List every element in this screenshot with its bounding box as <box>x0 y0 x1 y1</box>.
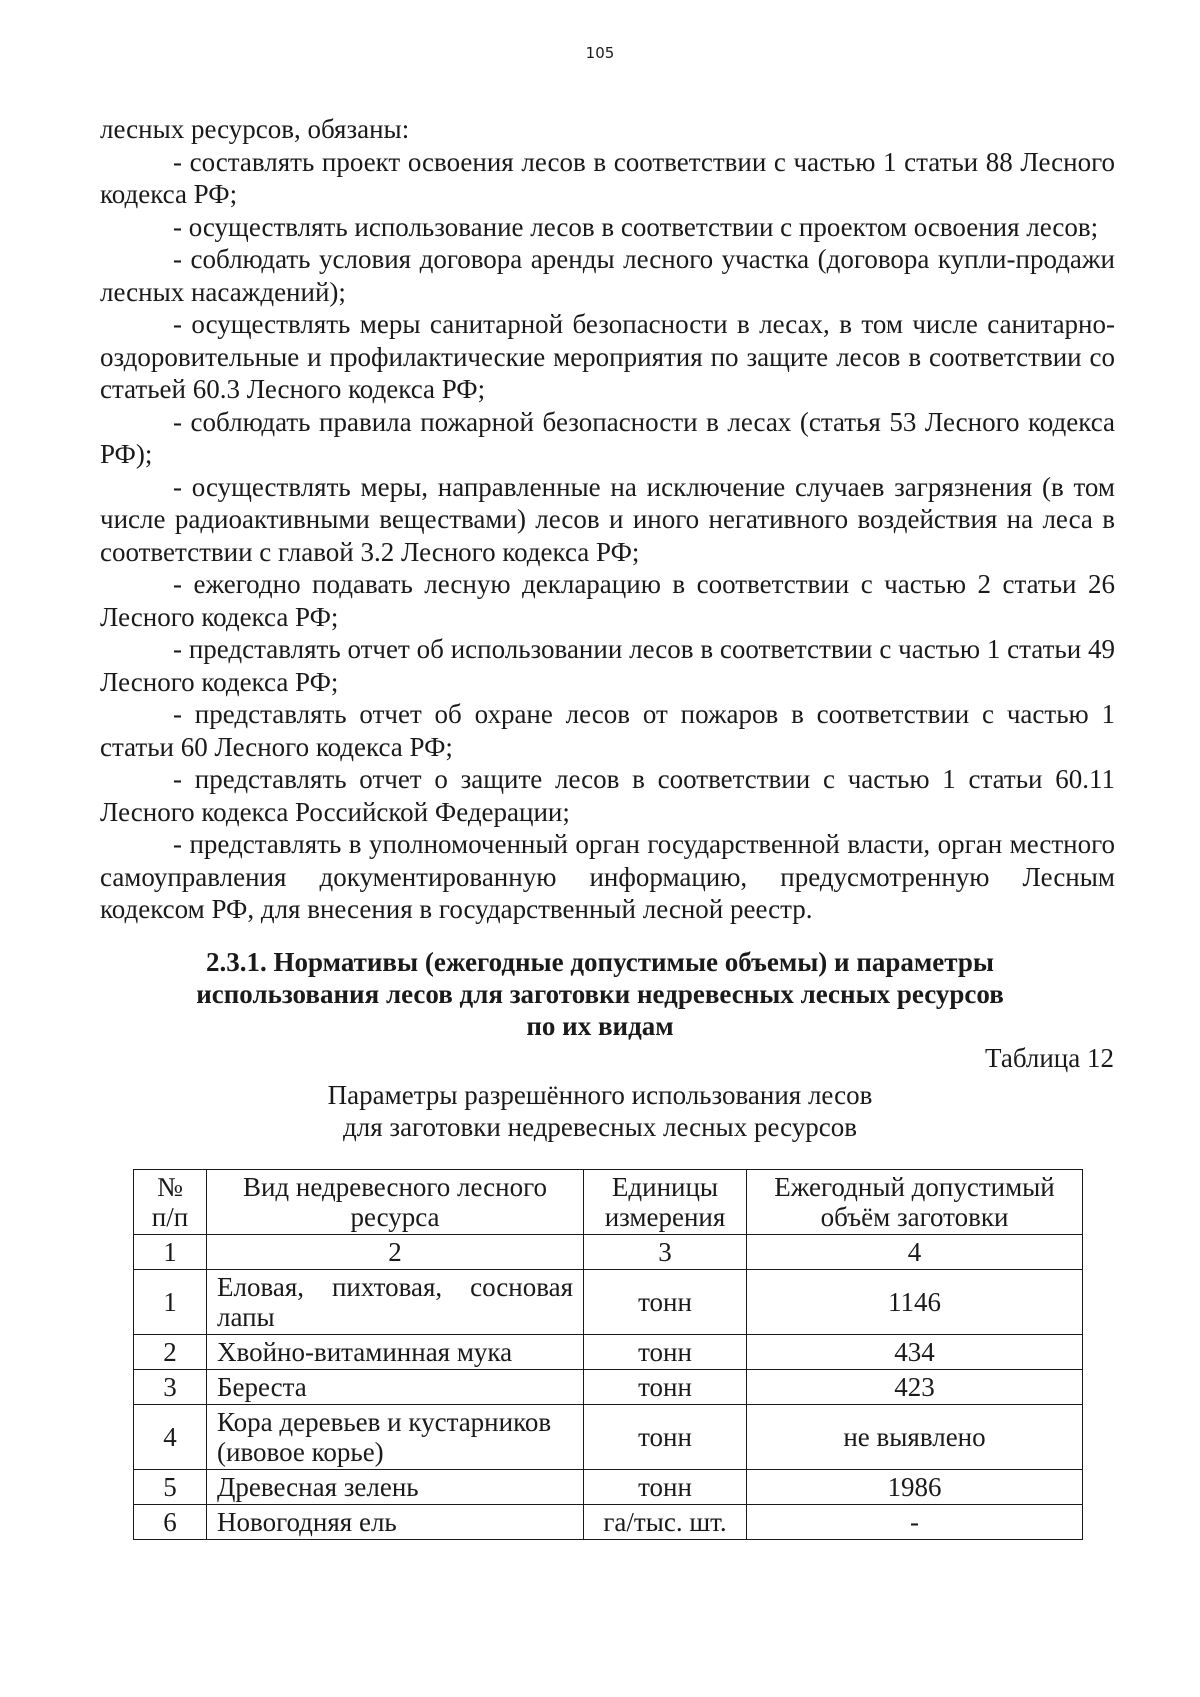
table-row <box>134 1270 1083 1335</box>
table-row <box>134 1370 1083 1405</box>
column-number: 2 <box>207 1235 584 1270</box>
row-number: 4 <box>134 1405 207 1470</box>
table-row <box>134 1470 1083 1505</box>
table-row <box>134 1405 1083 1470</box>
row-number: 1 <box>134 1270 207 1335</box>
header-annual-volume: Ежегодный допустимый объём заготовки <box>747 1170 1083 1235</box>
annual-volume: 434 <box>747 1335 1083 1370</box>
obligation-item: - представлять отчет о защите лесов в соответствии с частью 1 статьи 60.11 Лесного кодекса Российской Федерации; <box>100 764 1115 827</box>
resource-name: Древесная зелень <box>207 1470 584 1505</box>
row-number: 2 <box>134 1335 207 1370</box>
obligation-item: - осуществлять меры санитарной безопасности в лесах, в том числе санитарно-оздоровительные и профилактические мероприятия по защите лесов в соответствии со статьей 60.3 Лесного кодекса РФ; <box>100 309 1115 404</box>
non-timber-resources-table <box>133 1169 1083 1540</box>
unit: га/тыс. шт. <box>584 1505 747 1540</box>
obligations-text <box>100 113 1115 926</box>
resource-name: Новогодняя ель <box>207 1505 584 1540</box>
unit: тонн <box>584 1270 747 1335</box>
table-caption-line: для заготовки недревесных лесных ресурсов <box>343 1112 857 1142</box>
obligation-item: - ежегодно подавать лесную декларацию в соответствии с частью 2 статьи 26 Лесного кодекса РФ; <box>100 569 1115 632</box>
row-number: 6 <box>134 1505 207 1540</box>
unit: тонн <box>584 1335 747 1370</box>
obligation-item: - представлять в уполномоченный орган государственной власти, орган местного самоуправления документированную информацию, предусмотренную Лесным кодексом РФ, для внесения в государственный лесной реестр. <box>100 829 1115 924</box>
resource-name: Еловая, пихтовая, сосновая лапы <box>207 1270 584 1335</box>
table-header-row <box>134 1170 1083 1235</box>
section-heading-line: по их видам <box>526 1011 674 1041</box>
annual-volume: - <box>747 1505 1083 1540</box>
section-heading <box>150 946 1050 1042</box>
page-number: 105 <box>585 44 615 62</box>
header-resource-type: Вид недревесного лесного ресурса <box>207 1170 584 1235</box>
obligation-item: - осуществлять использование лесов в соответствии с проектом освоения лесов; <box>173 211 1099 242</box>
table-column-numbers-row <box>134 1235 1083 1270</box>
obligation-item: - представлять отчет об охране лесов от пожаров в соответствии с частью 1 статьи 60 Лесного кодекса РФ; <box>100 699 1115 762</box>
section-heading-line: 2.3.1. Нормативы (ежегодные допустимые объемы) и параметры <box>206 947 994 977</box>
annual-volume: 1146 <box>747 1270 1083 1335</box>
resource-name: Хвойно-витаминная мука <box>207 1335 584 1370</box>
unit: тонн <box>584 1370 747 1405</box>
resource-name: Береста <box>207 1370 584 1405</box>
annual-volume: не выявлено <box>747 1405 1083 1470</box>
obligation-item: - осуществлять меры, направленные на исключение случаев загрязнения (в том числе радиоактивными веществами) лесов и иного негативного воздействия на леса в соответствии с главой 3.2 Лесного кодекса РФ; <box>100 471 1115 567</box>
obligation-item: - составлять проект освоения лесов в соответствии с частью 1 статьи 88 Лесного кодекса РФ; <box>100 146 1115 209</box>
column-number: 3 <box>584 1235 747 1270</box>
column-number: 1 <box>134 1235 207 1270</box>
table-label: Таблица 12 <box>985 1043 1114 1073</box>
table-row <box>134 1505 1083 1540</box>
section-heading-line: использования лесов для заготовки недревесных лесных ресурсов <box>196 979 1004 1009</box>
obligation-item: - соблюдать правила пожарной безопасности в лесах (статья 53 Лесного кодекса РФ); <box>100 406 1115 469</box>
intro-line: лесных ресурсов, обязаны: <box>100 114 410 144</box>
header-unit: Единицы измерения <box>584 1170 747 1235</box>
column-number: 4 <box>747 1235 1083 1270</box>
annual-volume: 1986 <box>747 1470 1083 1505</box>
obligation-item: - соблюдать условия договора аренды лесного участка (договора купли-продажи лесных насаждений); <box>100 244 1115 307</box>
obligation-item: - представлять отчет об использовании лесов в соответствии с частью 1 статьи 49 Лесного кодекса РФ; <box>100 634 1115 697</box>
table-caption-line: Параметры разрешённого использования лесов <box>327 1080 873 1110</box>
table-caption <box>150 1079 1050 1143</box>
row-number: 3 <box>134 1370 207 1405</box>
header-number: № п/п <box>134 1170 207 1235</box>
annual-volume: 423 <box>747 1370 1083 1405</box>
unit: тонн <box>584 1405 747 1470</box>
table-row <box>134 1335 1083 1370</box>
resource-name: Кора деревьев и кустарников (ивовое корье) <box>207 1405 584 1470</box>
unit: тонн <box>584 1470 747 1505</box>
row-number: 5 <box>134 1470 207 1505</box>
